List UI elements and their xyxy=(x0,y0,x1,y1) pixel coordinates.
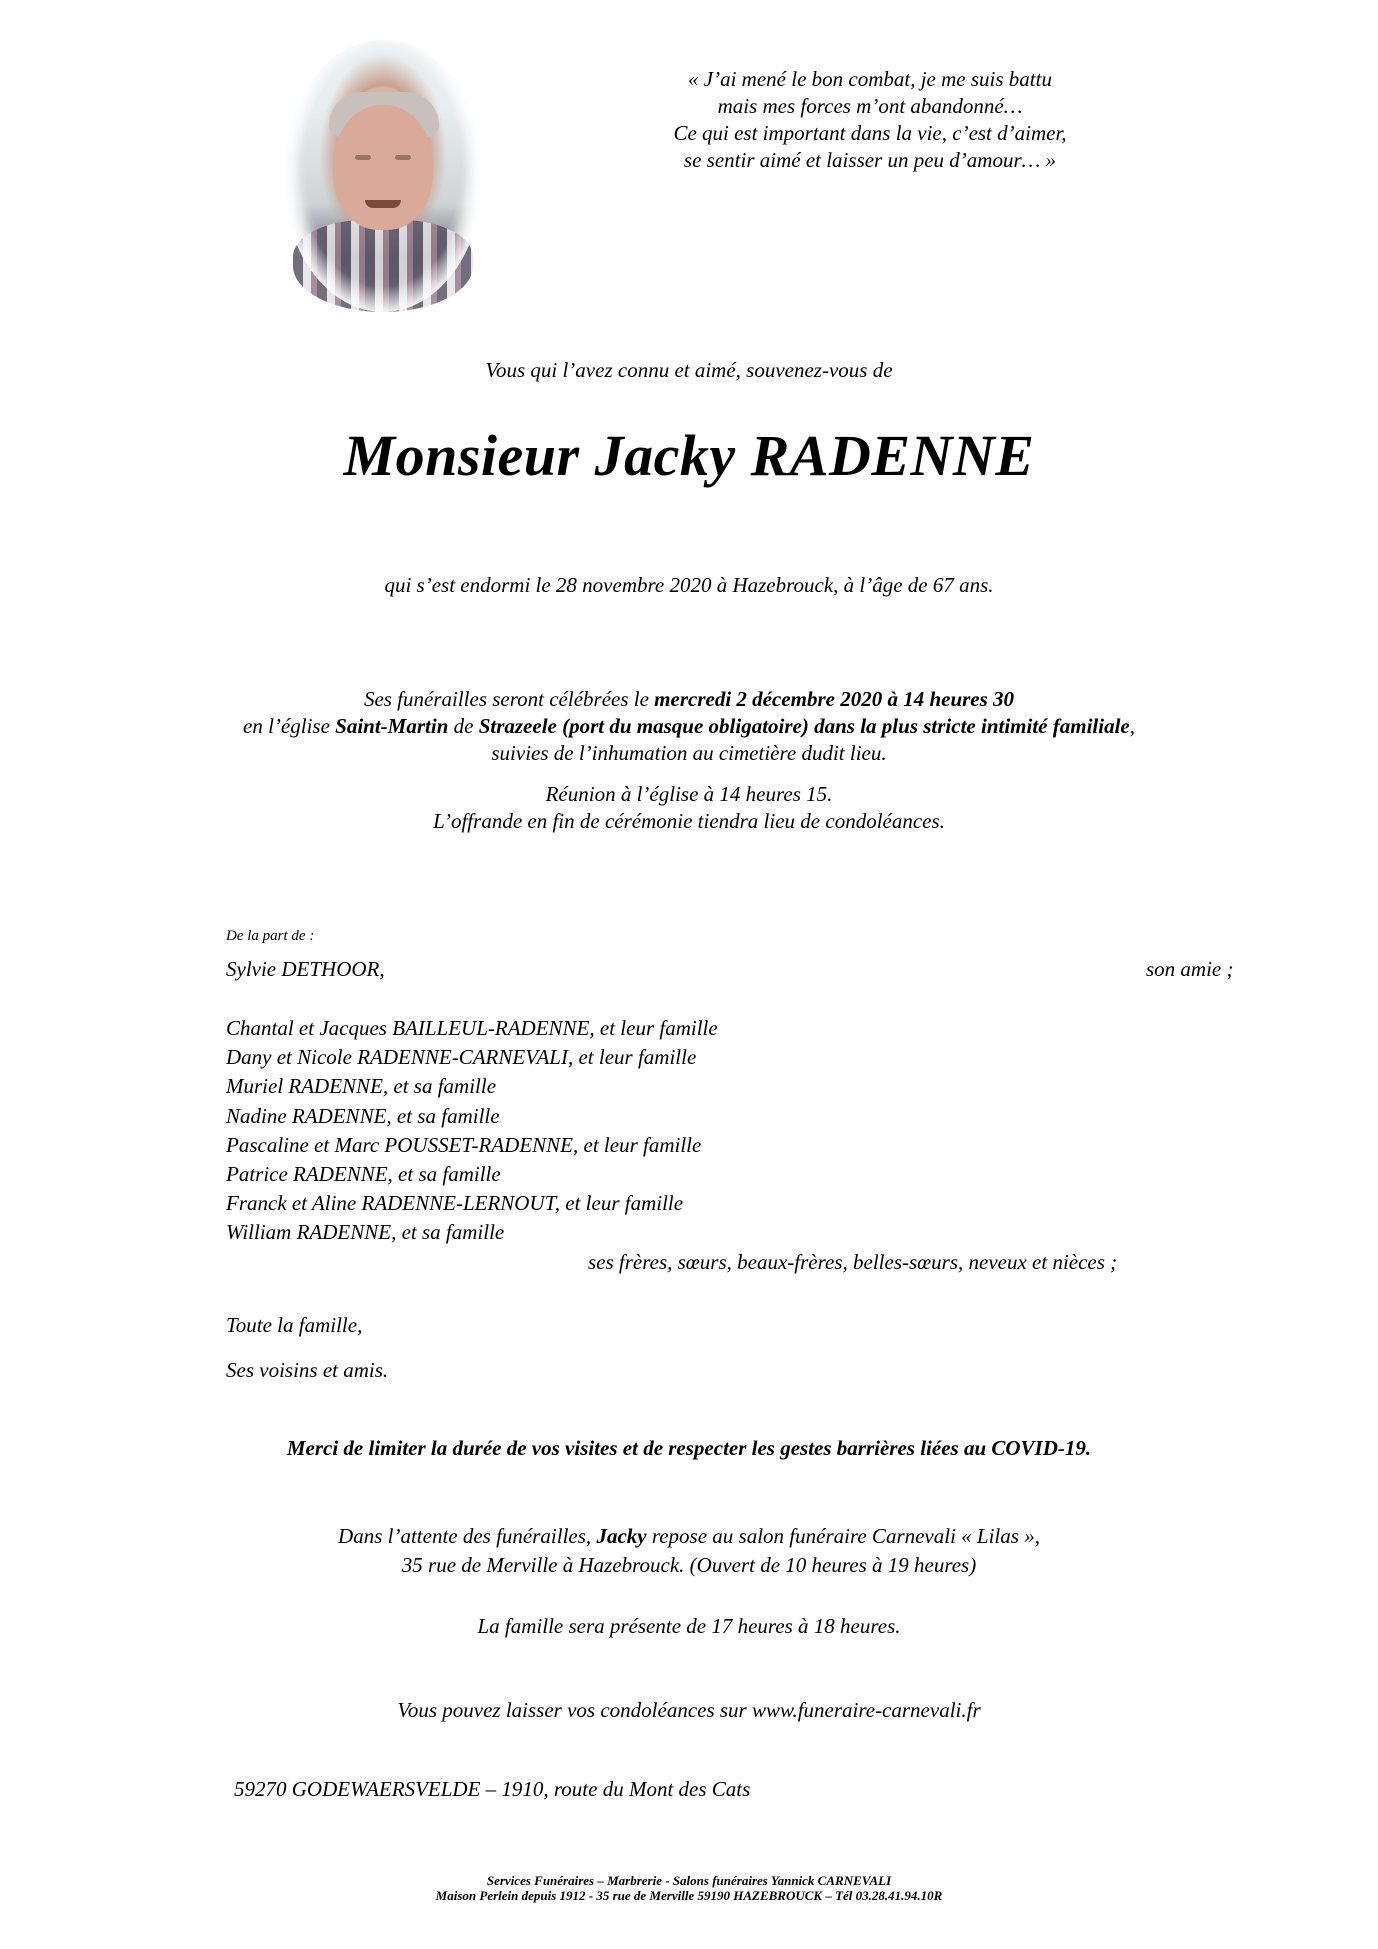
list-item: Chantal et Jacques BAILLEUL-RADENNE, et leur famille xyxy=(226,1016,718,1040)
quote-line: Ce qui est important dans la vie, c’est d’aimer, xyxy=(673,121,1067,145)
footer-contact: Maison Perlein depuis 1912 - 35 rue de Merville 59190 HAZEBROUCK – Tél 03.28.41.94.10R xyxy=(435,1888,943,1903)
list-item: Muriel RADENNE, et sa famille xyxy=(226,1074,497,1099)
photo-vignette xyxy=(283,40,483,312)
meeting-time: Réunion à l’église à 14 heures 15. xyxy=(545,782,833,806)
salon-firstname: Jacky xyxy=(596,1524,647,1548)
family-relation: ses frères, sœurs, beaux-frères, belles-sœurs, neveux et nièces ; xyxy=(588,1250,1118,1274)
partner-name: Sylvie DETHOOR, xyxy=(226,957,385,981)
list-item: Dany et Nicole RADENNE-CARNEVALI, et leur famille xyxy=(226,1045,697,1070)
deceased-name: Monsieur Jacky RADENNE xyxy=(343,423,1035,488)
church-de: de xyxy=(448,714,479,738)
funeral-datetime: mercredi 2 décembre 2020 à 14 heures 30 xyxy=(654,687,1015,711)
salon-info xyxy=(0,1522,1378,1580)
footer-company: Services Funéraires – Marbrerie - Salons funéraires Yannick CARNEVALI xyxy=(486,1873,892,1888)
list-item: Patrice RADENNE, et sa famille xyxy=(226,1162,501,1187)
family-presence: La famille sera présente de 17 heures à 18 heures. xyxy=(477,1614,901,1638)
meeting-info xyxy=(0,781,1378,835)
church-prefix: en l’église xyxy=(243,714,336,738)
funeral-town: Strazeele (port du masque obligatoire) dans la plus stricte intimité familiale xyxy=(478,714,1130,738)
funeral-prefix: Ses funérailles seront célébrées le xyxy=(363,687,655,711)
list-item: Pascaline et Marc POUSSET-RADENNE, et leur famille xyxy=(226,1132,702,1157)
funeral-location-line xyxy=(0,713,1378,740)
whole-family: Toute la famille, xyxy=(226,1313,363,1337)
quote-line: se sentir aimé et laisser un peu d’amour… » xyxy=(683,148,1057,172)
family-address: 59270 GODEWAERSVELDE – 1910, route du Mont des Cats xyxy=(234,1777,751,1801)
funeral-date-line xyxy=(0,686,1378,713)
partner-relation: son amie ; xyxy=(1146,957,1234,981)
footer xyxy=(0,1873,1378,1903)
salon-line xyxy=(0,1522,1378,1551)
portrait-photo xyxy=(283,40,483,312)
covid-notice: Merci de limiter la durée de vos visites et de respecter les gestes barrières liées au COVID-19. xyxy=(286,1436,1092,1460)
offering-note: L’offrande en fin de cérémonie tiendra lieu de condoléances. xyxy=(433,809,945,833)
from-label: De la part de : xyxy=(226,928,315,944)
quote-line: mais mes forces m’ont abandonné… xyxy=(717,94,1023,118)
death-notice: qui s’est endormi le 28 novembre 2020 à Hazebrouck, à l’âge de 67 ans. xyxy=(384,573,994,597)
list-item: Nadine RADENNE, et sa famille xyxy=(226,1103,500,1128)
neighbors: Ses voisins et amis. xyxy=(226,1358,389,1382)
salon-suffix: repose au salon funéraire Carnevali « Lilas », xyxy=(646,1524,1040,1548)
salon-address: 35 rue de Merville à Hazebrouck. (Ouvert de 10 heures à 19 heures) xyxy=(401,1553,977,1577)
epigraph-quote xyxy=(590,66,1150,174)
funeral-comma: , xyxy=(1129,714,1135,738)
quote-line: « J’ai mené le bon combat, je me suis battu xyxy=(688,67,1052,91)
intro-text: Vous qui l’avez connu et aimé, souvenez-vous de xyxy=(485,358,893,382)
funeral-details xyxy=(0,686,1378,767)
list-item: William RADENNE, et sa famille xyxy=(226,1220,505,1245)
condolences-link[interactable]: Vous pouvez laisser vos condoléances sur www.funeraire-carnevali.fr xyxy=(397,1698,981,1722)
burial-line: suivies de l’inhumation au cimetière dudit lieu. xyxy=(491,741,887,765)
family-list xyxy=(226,1014,718,1248)
church-name: Saint-Martin xyxy=(335,714,449,738)
list-item: Franck et Aline RADENNE-LERNOUT, et leur famille xyxy=(226,1191,684,1216)
salon-prefix: Dans l’attente des funérailles, xyxy=(338,1524,597,1548)
